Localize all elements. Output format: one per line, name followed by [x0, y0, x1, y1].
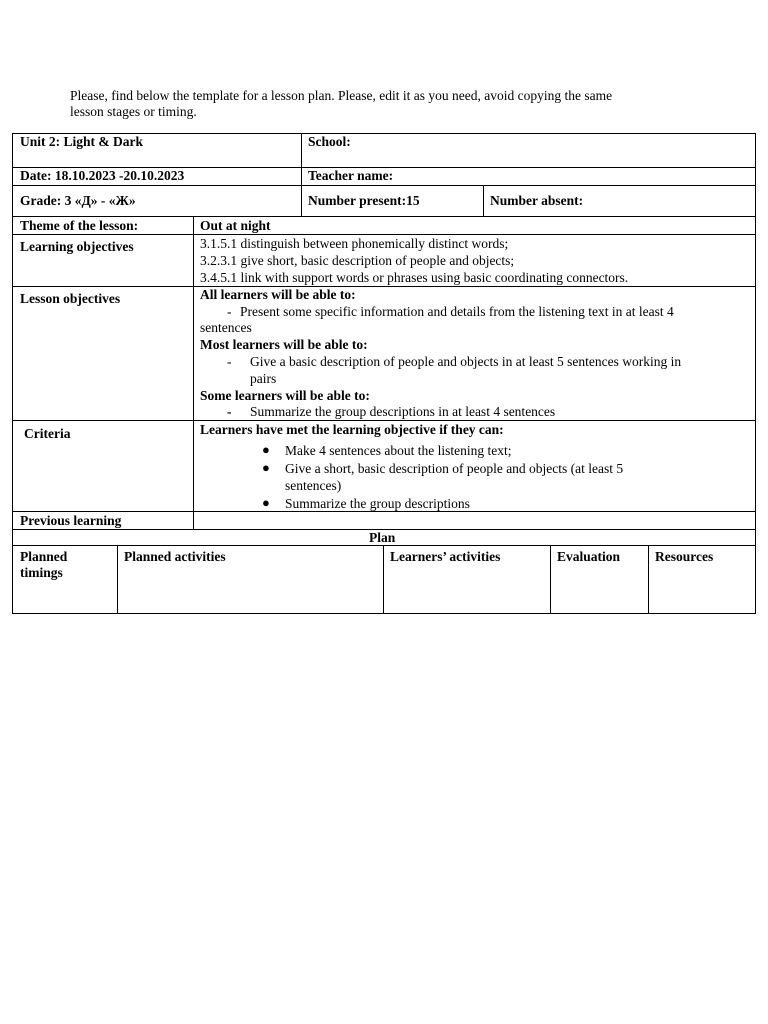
most-learners-heading: Most learners will be able to: [200, 337, 368, 352]
school-label: School: [308, 134, 351, 149]
column-learners-activities: Learners’ activities [390, 549, 501, 564]
bullet-icon: ● [262, 495, 270, 510]
intro-paragraph [70, 88, 710, 120]
all-learners-item: Present some specific information and details from the listening text in at least 4 [240, 304, 674, 319]
criteria-item: Make 4 sentences about the listening text; [285, 443, 512, 458]
lesson-objectives-label: Lesson objectives [20, 291, 121, 306]
number-present-label: Number present:15 [308, 193, 420, 208]
column-planned-timings: Planned [20, 549, 68, 564]
grade-label: Grade: 3 «Д» - «Ж» [20, 193, 136, 208]
intro-line-2: lesson stages or timing. [70, 104, 197, 119]
learning-objective-item: 3.1.5.1 distinguish between phonemically distinct words; [200, 236, 509, 251]
theme-value: Out at night [200, 218, 271, 233]
some-learners-heading: Some learners will be able to: [200, 388, 370, 403]
intro-line-1: Please, find below the template for a lesson plan. Please, edit it as you need, avoid copying the same [70, 88, 613, 103]
all-learners-heading: All learners will be able to: [200, 287, 356, 302]
dash-marker: - [227, 354, 232, 369]
criteria-heading: Learners have met the learning objective if they can: [200, 422, 504, 437]
dash-marker: - [227, 304, 232, 319]
previous-learning-label: Previous learning [20, 513, 122, 528]
theme-label: Theme of the lesson: [20, 218, 139, 233]
learning-objective-item: 3.2.3.1 give short, basic description of people and objects; [200, 253, 515, 268]
some-learners-item: Summarize the group descriptions in at least 4 sentences [250, 404, 556, 419]
bullet-icon: ● [262, 442, 270, 457]
criteria-item: Give a short, basic description of people and objects (at least 5 [285, 461, 624, 476]
dash-marker: - [227, 404, 232, 419]
column-planned-timings-cont: timings [20, 565, 63, 580]
learning-objectives-label: Learning objectives [20, 239, 134, 254]
teacher-name-label: Teacher name: [308, 168, 394, 183]
column-planned-activities: Planned activities [124, 549, 226, 564]
most-learners-item-cont: pairs [250, 371, 277, 386]
number-absent-label: Number absent: [490, 193, 584, 208]
criteria-item: Summarize the group descriptions [285, 496, 470, 511]
date-label: Date: 18.10.2023 -20.10.2023 [20, 168, 185, 183]
column-resources: Resources [655, 549, 714, 564]
all-learners-item-cont: sentences [200, 320, 252, 335]
most-learners-item: Give a basic description of people and objects in at least 5 sentences working in [250, 354, 682, 369]
unit-label: Unit 2: Light & Dark [20, 134, 144, 149]
bullet-icon: ● [262, 460, 270, 475]
criteria-label: Criteria [24, 426, 71, 441]
learning-objective-item: 3.4.5.1 link with support words or phrases using basic coordinating connectors. [200, 270, 629, 285]
criteria-item-cont: sentences) [285, 478, 342, 493]
plan-title: Plan [369, 530, 396, 545]
column-evaluation: Evaluation [557, 549, 621, 564]
